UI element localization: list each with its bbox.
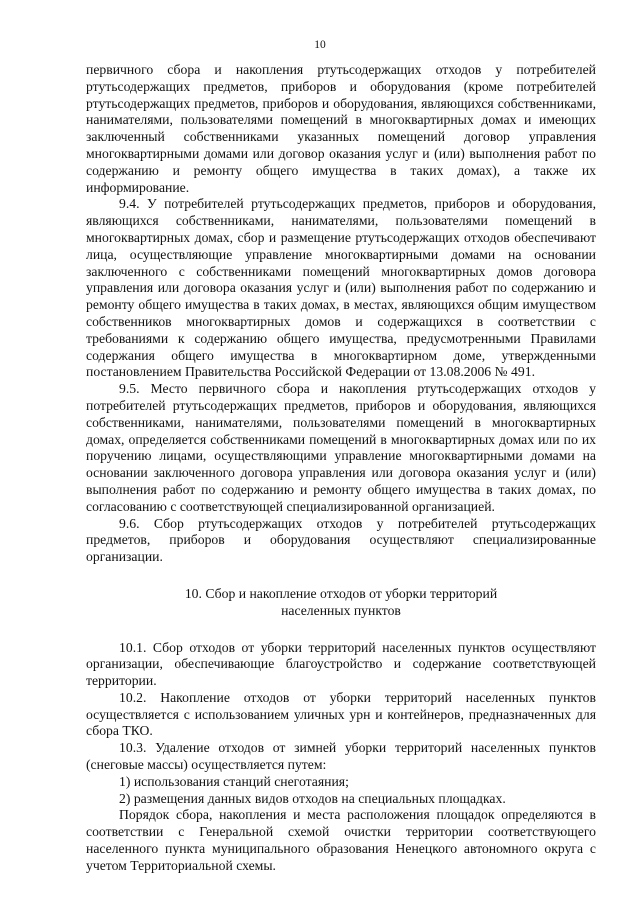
- section-heading-line-1: 10. Сбор и накопление отходов от уборки территорий: [184, 585, 498, 601]
- section-heading: [86, 586, 596, 620]
- paragraph-10-1: 10.1. Сбор отходов от уборки территорий населенных пунктов осуществляют организации, обеспечивающие благоустройство и содержание соответствующей территории.: [86, 639, 596, 689]
- list-item-1: 1) использования станций снеготаяния;: [119, 773, 349, 789]
- paragraph-procedure: Порядок сбора, накопления и места расположения площадок определяются в соответствии с Генеральной схемой очистки территории соответствующего населенного пункта муниципального образования Ненецкого автономного округа с учетом Территориальной схемы.: [86, 807, 596, 873]
- paragraph-10-2: 10.2. Накопление отходов от уборки территорий населенных пунктов осуществляется с использованием уличных урн и контейнеров, предназначенных для сбора ТКО.: [86, 689, 596, 739]
- list-item-2: 2) размещения данных видов отходов на специальных площадках.: [119, 790, 506, 806]
- paragraph-9-5: 9.5. Место первичного сбора и накопления ртутьсодержащих отходов у потребителей ртутьсодержащих предметов, приборов и оборудования, являющихся собственниками, нанимателями, пользователями помещений в многоквартирных домах, определяется собственниками помещений в многоквартирных домах или по их поручению лицами, осуществляющими управление многоквартирными домами на основании заключенного договора управления или договора оказания услуг и (или) выполнения работ по содержанию и ремонту общего имущества в таких домах, по согласованию с соответствующей специализированной организацией.: [86, 381, 596, 514]
- paragraph-9-4: 9.4. У потребителей ртутьсодержащих предметов, приборов и оборудования, являющихся собственниками, нанимателями, пользователями помещений в многоквартирных домах, сбор и размещение ртутьсодержащих отходов обеспечивают лица, осуществляющие управление многоквартирными домами на основании заключенного с собственниками помещений многоквартирных домов договора управления или договора оказания услуг и (или) выполнения работ по содержанию и ремонту общего имущества в таких домах, в местах, являющихся общим имуществом собственников многоквартирных домов и содержащихся в соответствии с требованиями к содержанию общего имущества, предусмотренными Правилами содержания общего имущества в многоквартирном доме, утвержденными постановлением Правительства Российской Федерации от 13.08.2006 № 491.: [86, 196, 596, 380]
- paragraph-continuation: первичного сбора и накопления ртутьсодержащих отходов у потребителей ртутьсодержащих предметов, приборов и оборудования (кроме потребителей ртутьсодержащих предметов, приборов и оборудования, являющихся собственниками, нанимателями, пользователями помещений в многоквартирных домах и имеющих заключенный собственниками указанных помещений договор управления многоквартирными домами или договор оказания услуг и (или) выполнения работ по содержанию и ремонту общего имущества в таких домах), а также их информирование.: [86, 62, 596, 195]
- paragraph-9-6: 9.6. Сбор ртутьсодержащих отходов у потребителей ртутьсодержащих предметов, приборов и оборудования осуществляют специализированные организации.: [86, 515, 596, 565]
- paragraph-10-3: 10.3. Удаление отходов от зимней уборки территорий населенных пунктов (снеговые массы) осуществляется путем:: [86, 740, 596, 773]
- page-number: 10: [314, 39, 326, 51]
- document-body: [86, 62, 596, 875]
- section-heading-line-2: населенных пунктов: [281, 602, 401, 618]
